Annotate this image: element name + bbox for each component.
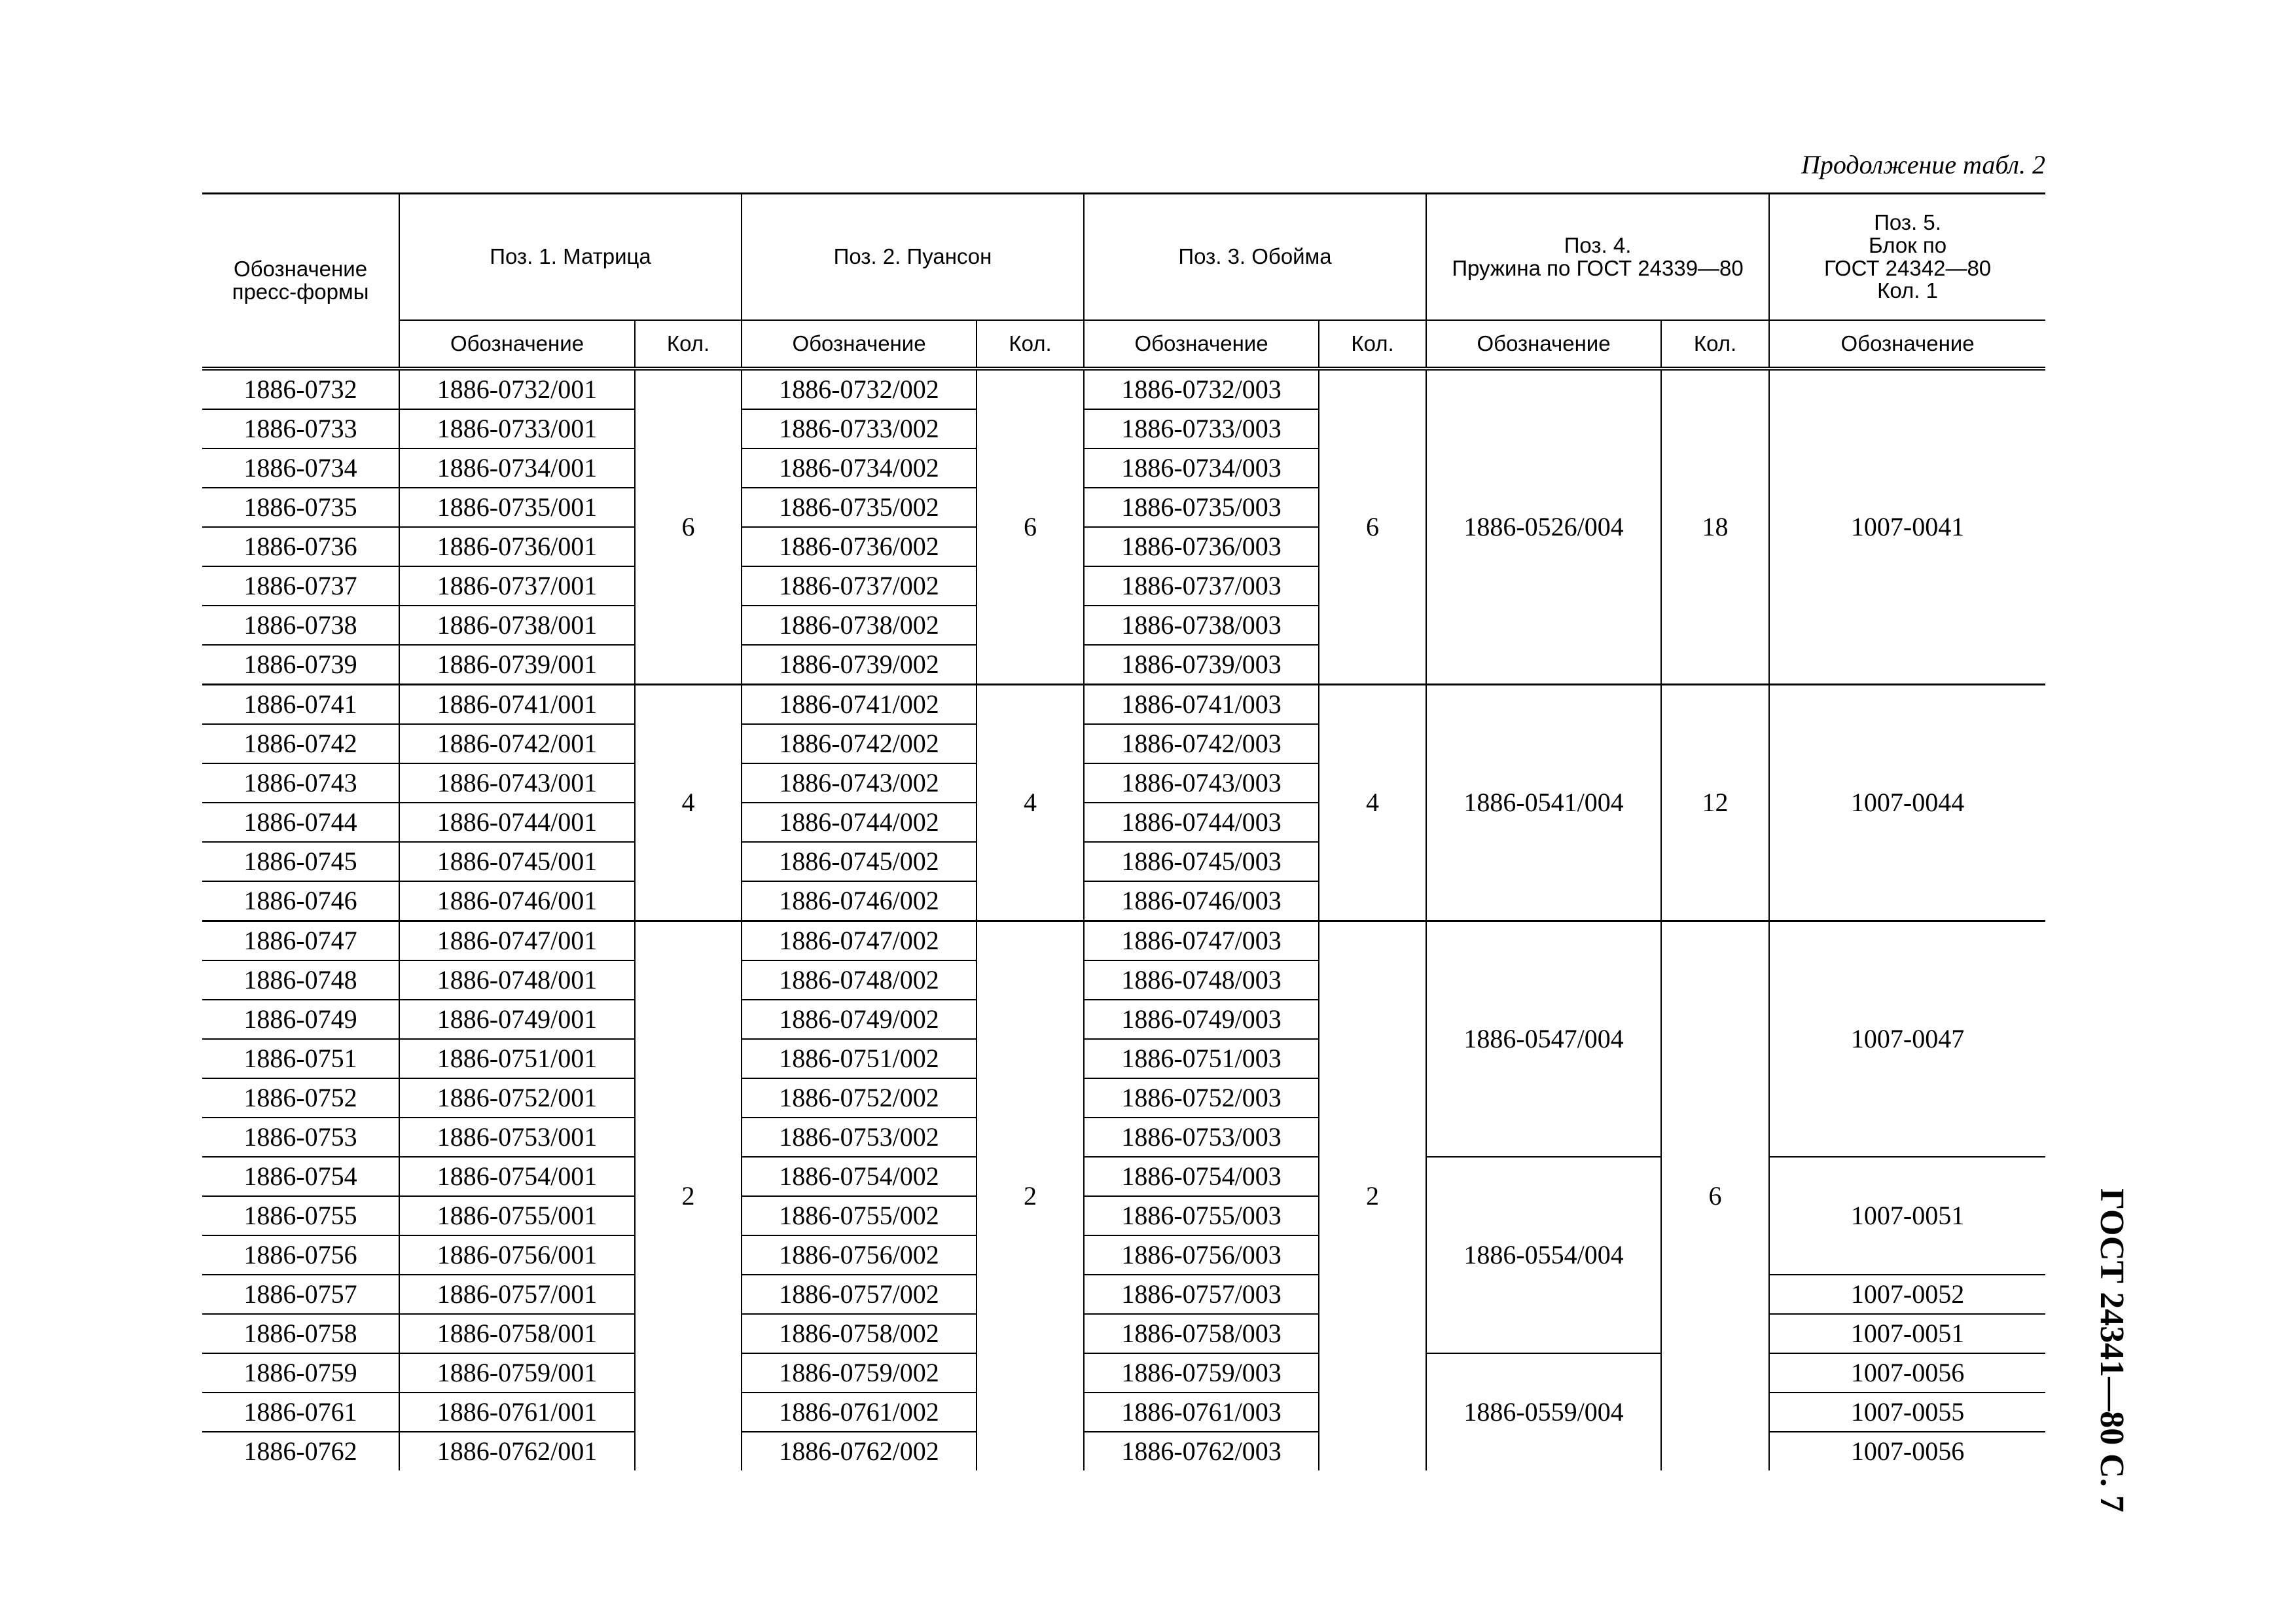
holder-designation: 1886-0736/003: [1084, 527, 1319, 566]
press-form-designation: 1886-0745: [202, 842, 399, 881]
spring-qty: 18: [1661, 369, 1769, 685]
holder-designation: 1886-0745/003: [1084, 842, 1319, 881]
table-row: [202, 685, 2045, 725]
matrix-designation: 1886-0735/001: [399, 488, 635, 527]
spring-designation: 1886-0554/004: [1426, 1157, 1661, 1353]
matrix-designation: 1886-0759/001: [399, 1353, 635, 1393]
header-pos5-line2: Блок по: [1869, 232, 1947, 257]
press-form-designation: 1886-0754: [202, 1157, 399, 1196]
punch-designation: 1886-0738/002: [742, 606, 977, 645]
holder-qty: 6: [1319, 369, 1426, 685]
spring-designation: 1886-0559/004: [1426, 1353, 1661, 1470]
holder-designation: 1886-0739/003: [1084, 645, 1319, 685]
punch-designation: 1886-0737/002: [742, 566, 977, 606]
punch-designation: 1886-0761/002: [742, 1393, 977, 1432]
matrix-designation: 1886-0738/001: [399, 606, 635, 645]
punch-designation: 1886-0756/002: [742, 1235, 977, 1275]
holder-designation: 1886-0746/003: [1084, 881, 1319, 921]
matrix-qty: 4: [635, 685, 742, 921]
header-pos2: Поз. 2. Пуансон: [742, 194, 1084, 321]
spring-qty: 12: [1661, 685, 1769, 921]
matrix-designation: 1886-0741/001: [399, 685, 635, 725]
holder-designation: 1886-0756/003: [1084, 1235, 1319, 1275]
press-form-designation: 1886-0747: [202, 921, 399, 961]
spring-designation: 1886-0541/004: [1426, 685, 1661, 921]
header-press-form-designation: Обозначение пресс-формы: [202, 194, 399, 369]
matrix-designation: 1886-0748/001: [399, 960, 635, 1000]
holder-designation: 1886-0737/003: [1084, 566, 1319, 606]
document-side-label: [2092, 1188, 2130, 1512]
press-form-designation: 1886-0758: [202, 1314, 399, 1353]
block-designation: 1007-0044: [1769, 685, 2045, 921]
matrix-qty: 6: [635, 369, 742, 685]
spring-qty: 6: [1661, 921, 1769, 1471]
table-row: [202, 1353, 2045, 1393]
holder-designation: 1886-0748/003: [1084, 960, 1319, 1000]
punch-designation: 1886-0757/002: [742, 1275, 977, 1314]
header-pos4-qty: Кол.: [1661, 320, 1769, 369]
punch-qty: 2: [977, 921, 1084, 1471]
press-form-designation: 1886-0748: [202, 960, 399, 1000]
punch-designation: 1886-0743/002: [742, 763, 977, 803]
block-designation: 1007-0052: [1769, 1275, 2045, 1314]
matrix-designation: 1886-0733/001: [399, 409, 635, 448]
table-row: [202, 921, 2045, 961]
punch-designation: 1886-0749/002: [742, 1000, 977, 1039]
matrix-designation: 1886-0756/001: [399, 1235, 635, 1275]
header-pos5-line3: ГОСТ 24342—80: [1823, 255, 1992, 280]
holder-designation: 1886-0733/003: [1084, 409, 1319, 448]
matrix-designation: 1886-0737/001: [399, 566, 635, 606]
holder-designation: 1886-0752/003: [1084, 1078, 1319, 1118]
document-side-label-text: ГОСТ 24341—80 С. 7: [2092, 1188, 2130, 1512]
matrix-designation: 1886-0743/001: [399, 763, 635, 803]
press-form-designation: 1886-0742: [202, 724, 399, 763]
punch-qty: 4: [977, 685, 1084, 921]
press-form-designation: 1886-0757: [202, 1275, 399, 1314]
matrix-designation: 1886-0746/001: [399, 881, 635, 921]
header-pos5-line1: Поз. 5.: [1874, 210, 1941, 235]
header-pos4-line2: Пружина по ГОСТ 24339—80: [1452, 255, 1744, 280]
matrix-designation: 1886-0753/001: [399, 1118, 635, 1157]
holder-designation: 1886-0742/003: [1084, 724, 1319, 763]
punch-designation: 1886-0736/002: [742, 527, 977, 566]
press-form-designation: 1886-0739: [202, 645, 399, 685]
press-form-designation: 1886-0752: [202, 1078, 399, 1118]
holder-designation: 1886-0747/003: [1084, 921, 1319, 961]
holder-designation: 1886-0762/003: [1084, 1432, 1319, 1470]
header-pos5-line4: Кол. 1: [1877, 278, 1938, 303]
header-pos1-qty: Кол.: [635, 320, 742, 369]
block-designation: 1007-0056: [1769, 1432, 2045, 1470]
press-form-designation: 1886-0755: [202, 1196, 399, 1235]
matrix-designation: 1886-0757/001: [399, 1275, 635, 1314]
punch-designation: 1886-0753/002: [742, 1118, 977, 1157]
header-pos1: Поз. 1. Матрица: [399, 194, 742, 321]
matrix-designation: 1886-0747/001: [399, 921, 635, 961]
matrix-designation: 1886-0742/001: [399, 724, 635, 763]
table-row: [202, 1157, 2045, 1196]
holder-qty: 4: [1319, 685, 1426, 921]
header-pos5-designation: Обозначение: [1769, 320, 2045, 369]
punch-designation: 1886-0745/002: [742, 842, 977, 881]
table-row: [202, 1314, 2045, 1353]
holder-designation: 1886-0738/003: [1084, 606, 1319, 645]
matrix-designation: 1886-0752/001: [399, 1078, 635, 1118]
header-pos3-qty: Кол.: [1319, 320, 1426, 369]
header-pos4-designation: Обозначение: [1426, 320, 1661, 369]
spring-designation: 1886-0526/004: [1426, 369, 1661, 685]
matrix-designation: 1886-0744/001: [399, 803, 635, 842]
punch-designation: 1886-0747/002: [742, 921, 977, 961]
press-form-designation: 1886-0751: [202, 1039, 399, 1078]
press-form-designation: 1886-0762: [202, 1432, 399, 1470]
press-form-designation: 1886-0759: [202, 1353, 399, 1393]
spec-table: [202, 192, 2045, 1470]
matrix-designation: 1886-0751/001: [399, 1039, 635, 1078]
punch-designation: 1886-0735/002: [742, 488, 977, 527]
holder-designation: 1886-0761/003: [1084, 1393, 1319, 1432]
header-pos2-qty: Кол.: [977, 320, 1084, 369]
table-row: [202, 369, 2045, 409]
matrix-qty: 2: [635, 921, 742, 1471]
punch-designation: 1886-0742/002: [742, 724, 977, 763]
punch-designation: 1886-0759/002: [742, 1353, 977, 1393]
block-designation: 1007-0041: [1769, 369, 2045, 685]
holder-designation: 1886-0732/003: [1084, 369, 1319, 409]
header-pos2-designation: Обозначение: [742, 320, 977, 369]
punch-designation: 1886-0752/002: [742, 1078, 977, 1118]
press-form-designation: 1886-0738: [202, 606, 399, 645]
press-form-designation: 1886-0744: [202, 803, 399, 842]
matrix-designation: 1886-0758/001: [399, 1314, 635, 1353]
holder-designation: 1886-0743/003: [1084, 763, 1319, 803]
matrix-designation: 1886-0762/001: [399, 1432, 635, 1470]
press-form-designation: 1886-0749: [202, 1000, 399, 1039]
header-pos1-designation: Обозначение: [399, 320, 635, 369]
block-designation: 1007-0051: [1769, 1314, 2045, 1353]
holder-designation: 1886-0758/003: [1084, 1314, 1319, 1353]
press-form-designation: 1886-0741: [202, 685, 399, 725]
press-form-designation: 1886-0756: [202, 1235, 399, 1275]
punch-designation: 1886-0746/002: [742, 881, 977, 921]
holder-designation: 1886-0735/003: [1084, 488, 1319, 527]
holder-designation: 1886-0744/003: [1084, 803, 1319, 842]
table-row: [202, 1432, 2045, 1470]
punch-qty: 6: [977, 369, 1084, 685]
block-designation: 1007-0055: [1769, 1393, 2045, 1432]
holder-designation: 1886-0734/003: [1084, 448, 1319, 488]
header-pos4: [1426, 194, 1769, 321]
block-designation: 1007-0047: [1769, 921, 2045, 1158]
matrix-designation: 1886-0736/001: [399, 527, 635, 566]
block-designation: 1007-0051: [1769, 1157, 2045, 1275]
matrix-designation: 1886-0754/001: [399, 1157, 635, 1196]
spring-designation: 1886-0547/004: [1426, 921, 1661, 1158]
punch-designation: 1886-0739/002: [742, 645, 977, 685]
punch-designation: 1886-0751/002: [742, 1039, 977, 1078]
press-form-designation: 1886-0734: [202, 448, 399, 488]
press-form-designation: 1886-0737: [202, 566, 399, 606]
table-row: [202, 1275, 2045, 1314]
punch-designation: 1886-0733/002: [742, 409, 977, 448]
matrix-designation: 1886-0745/001: [399, 842, 635, 881]
header-pos5: [1769, 194, 2045, 321]
press-form-designation: 1886-0735: [202, 488, 399, 527]
press-form-designation: 1886-0753: [202, 1118, 399, 1157]
holder-designation: 1886-0753/003: [1084, 1118, 1319, 1157]
header-pos3-designation: Обозначение: [1084, 320, 1319, 369]
holder-designation: 1886-0755/003: [1084, 1196, 1319, 1235]
header-pos3: Поз. 3. Обойма: [1084, 194, 1426, 321]
punch-designation: 1886-0754/002: [742, 1157, 977, 1196]
table-row: [202, 1393, 2045, 1432]
matrix-designation: 1886-0761/001: [399, 1393, 635, 1432]
punch-designation: 1886-0732/002: [742, 369, 977, 409]
holder-designation: 1886-0759/003: [1084, 1353, 1319, 1393]
holder-designation: 1886-0751/003: [1084, 1039, 1319, 1078]
holder-designation: 1886-0757/003: [1084, 1275, 1319, 1314]
punch-designation: 1886-0744/002: [742, 803, 977, 842]
press-form-designation: 1886-0761: [202, 1393, 399, 1432]
block-designation: 1007-0056: [1769, 1353, 2045, 1393]
matrix-designation: 1886-0734/001: [399, 448, 635, 488]
spec-table-body: [202, 369, 2045, 1470]
press-form-designation: 1886-0732: [202, 369, 399, 409]
press-form-designation: 1886-0743: [202, 763, 399, 803]
punch-designation: 1886-0758/002: [742, 1314, 977, 1353]
holder-designation: 1886-0754/003: [1084, 1157, 1319, 1196]
press-form-designation: 1886-0736: [202, 527, 399, 566]
table-continuation-label: Продолжение табл. 2: [1801, 150, 2045, 179]
punch-designation: 1886-0748/002: [742, 960, 977, 1000]
press-form-designation: 1886-0746: [202, 881, 399, 921]
matrix-designation: 1886-0732/001: [399, 369, 635, 409]
matrix-designation: 1886-0739/001: [399, 645, 635, 685]
punch-designation: 1886-0755/002: [742, 1196, 977, 1235]
punch-designation: 1886-0741/002: [742, 685, 977, 725]
holder-qty: 2: [1319, 921, 1426, 1471]
holder-designation: 1886-0741/003: [1084, 685, 1319, 725]
punch-designation: 1886-0762/002: [742, 1432, 977, 1470]
punch-designation: 1886-0734/002: [742, 448, 977, 488]
header-pos4-line1: Поз. 4.: [1564, 232, 1632, 257]
matrix-designation: 1886-0749/001: [399, 1000, 635, 1039]
holder-designation: 1886-0749/003: [1084, 1000, 1319, 1039]
press-form-designation: 1886-0733: [202, 409, 399, 448]
matrix-designation: 1886-0755/001: [399, 1196, 635, 1235]
